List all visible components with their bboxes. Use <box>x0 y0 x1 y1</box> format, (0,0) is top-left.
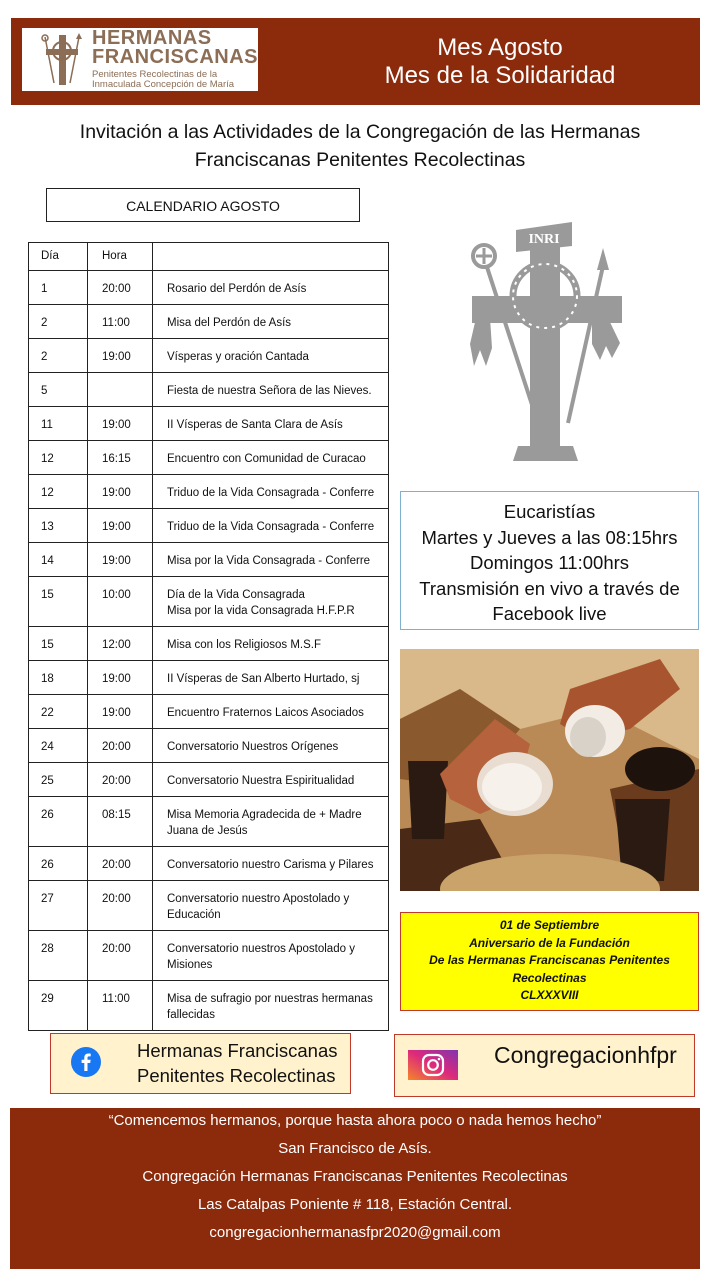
cell-hour <box>88 661 153 695</box>
activity-value: II Vísperas de Santa Clara de Asís <box>167 419 343 431</box>
eucharist-info <box>400 491 699 630</box>
activity-value: Conversatorio Nuestros Orígenes <box>167 741 339 753</box>
table-row <box>29 441 389 475</box>
hour-value: 11:00 <box>102 317 130 329</box>
facebook-line[interactable]: Hermanas Franciscanas <box>137 1040 338 1061</box>
activity-value: Conversatorio nuestro Carisma y Pilares <box>167 859 374 871</box>
cell-activity <box>153 509 389 543</box>
activity-value: Rosario del Perdón de Asís <box>167 283 307 295</box>
cell-activity <box>153 339 389 373</box>
cell-activity <box>153 543 389 577</box>
calendar-title: CALENDARIO AGOSTO <box>46 188 360 222</box>
hour-value: 20:00 <box>102 283 131 295</box>
day-value: 15 <box>41 589 54 601</box>
hour-value: 20:00 <box>102 859 131 871</box>
cell-activity <box>153 627 389 661</box>
activity-value: Día de la Vida Consagrada <box>167 589 305 601</box>
cell-day <box>29 881 88 931</box>
cell-activity <box>153 373 389 407</box>
footer-quote: “Comencemos hermanos, porque hasta ahora poco o nada hemos hecho” <box>108 1112 602 1129</box>
hour-value: 20:00 <box>102 893 131 905</box>
logo-subtitle <box>92 70 234 90</box>
cell-hour <box>88 305 153 339</box>
cell-hour <box>88 407 153 441</box>
activity-value-line-2: Misiones <box>167 959 213 971</box>
intro-line: Invitación a las Actividades de la Congregación de las Hermanas <box>79 121 641 143</box>
footer-organization: Congregación Hermanas Franciscanas Penitentes Recolectinas <box>142 1168 568 1185</box>
day-value: 12 <box>41 453 54 465</box>
day-value: 29 <box>41 993 54 1005</box>
day-value: 26 <box>41 809 54 821</box>
anniversary-line: CLXXXVIII <box>520 988 579 1002</box>
cell-day <box>29 729 88 763</box>
activity-value-line-2: Misa por la vida Consagrada H.F.P.R <box>167 605 355 617</box>
hour-value: 20:00 <box>102 943 131 955</box>
activity-value: Fiesta de nuestra Señora de las Nieves. <box>167 385 372 397</box>
cell-hour <box>88 577 153 627</box>
cell-day <box>29 441 88 475</box>
footer-email[interactable]: congregacionhermanasfpr2020@gmail.com <box>209 1224 501 1241</box>
hour-value <box>88 373 152 383</box>
cell-day <box>29 763 88 797</box>
hour-value: 19:00 <box>102 707 131 719</box>
cell-day <box>29 305 88 339</box>
cell-hour <box>88 981 153 1031</box>
day-value: 18 <box>41 673 54 685</box>
cell-day <box>29 661 88 695</box>
hour-value: 12:00 <box>102 639 131 651</box>
logo-subtitle-line: Penitentes Recolectinas de la <box>92 69 218 80</box>
cell-hour <box>88 271 153 305</box>
intro-heading <box>20 118 700 174</box>
day-value: 12 <box>41 487 54 499</box>
day-value: 28 <box>41 943 54 955</box>
header-title-line: Mes Agosto <box>437 34 563 61</box>
table-row <box>29 931 389 981</box>
cell-hour <box>88 441 153 475</box>
cell-day <box>29 797 88 847</box>
cell-day <box>29 509 88 543</box>
header-title <box>300 34 700 90</box>
cell-day <box>29 475 88 509</box>
table-row <box>29 373 389 407</box>
day-value: 11 <box>41 419 53 431</box>
emblem-inscription: INRI <box>528 232 560 247</box>
cell-activity <box>153 931 389 981</box>
activity-value: Misa con los Religiosos M.S.F <box>167 639 322 651</box>
hour-value: 19:00 <box>102 487 131 499</box>
eucharist-line: Martes y Jueves a las 08:15hrs <box>421 526 678 548</box>
cell-activity <box>153 305 389 339</box>
cell-activity <box>153 797 389 847</box>
table-row <box>29 695 389 729</box>
header-activity <box>153 243 389 271</box>
table-row <box>29 305 389 339</box>
activity-value: Misa por la Vida Consagrada - Conferre <box>167 555 371 567</box>
day-value: 22 <box>41 707 54 719</box>
cell-day <box>29 271 88 305</box>
anniversary-notice <box>400 912 699 1011</box>
header-day: Día <box>29 243 88 271</box>
table-row <box>29 627 389 661</box>
anniversary-line: De las Hermanas Franciscanas Penitentes <box>429 953 670 967</box>
cell-day <box>29 373 88 407</box>
header-title-line: Mes de la Solidaridad <box>384 62 616 89</box>
activity-value: Vísperas y oración Cantada <box>167 351 309 363</box>
table-row <box>29 981 389 1031</box>
table-row <box>29 881 389 931</box>
logo-cross-icon <box>40 33 84 87</box>
activity-value: Conversatorio nuestros Apostolado y <box>167 943 355 955</box>
cell-hour <box>88 881 153 931</box>
table-row <box>29 729 389 763</box>
hour-value: 19:00 <box>102 351 131 363</box>
table-row <box>29 339 389 373</box>
cell-hour <box>88 543 153 577</box>
activity-value: Triduo de la Vida Consagrada - Conferre <box>167 487 375 499</box>
facebook-page-name[interactable] <box>137 1038 338 1088</box>
cell-activity <box>153 729 389 763</box>
cell-activity <box>153 407 389 441</box>
day-value: 24 <box>41 741 54 753</box>
logo-subtitle-line: Inmaculada Concepción de María <box>92 79 235 90</box>
activity-value: Conversatorio nuestro Apostolado y <box>167 893 350 905</box>
activity-value: Misa del Perdón de Asís <box>167 317 292 329</box>
day-value: 2 <box>41 317 48 329</box>
day-value: 15 <box>41 639 54 651</box>
footer-address: Las Catalpas Poniente # 118, Estación Central. <box>197 1196 513 1213</box>
day-value: 13 <box>41 521 54 533</box>
activity-value-line-2: Educación <box>167 909 221 921</box>
cell-hour <box>88 373 153 407</box>
activity-value: Misa de sufragio por nuestras hermanas <box>167 993 373 1005</box>
table-row <box>29 661 389 695</box>
cell-hour <box>88 797 153 847</box>
day-value: 1 <box>41 283 48 295</box>
hour-value: 19:00 <box>102 419 131 431</box>
anniversary-line: Recolectinas <box>512 970 587 985</box>
table-row <box>29 509 389 543</box>
table-row <box>29 577 389 627</box>
day-value: 2 <box>41 351 48 363</box>
hour-value: 08:15 <box>102 809 131 821</box>
calendar-table <box>28 242 389 1031</box>
logo-name <box>92 29 258 67</box>
cell-hour <box>88 509 153 543</box>
facebook-icon[interactable] <box>71 1047 101 1077</box>
cell-day <box>29 931 88 981</box>
header-hour <box>88 243 153 271</box>
table-row <box>29 407 389 441</box>
bread-breaking-painting <box>400 649 699 891</box>
instagram-handle[interactable]: Congregacionhfpr <box>494 1042 677 1068</box>
table-row <box>29 797 389 847</box>
activity-value-line-2: Juana de Jesús <box>167 825 248 837</box>
cell-hour <box>88 339 153 373</box>
day-value: 14 <box>41 555 54 567</box>
eucharist-line: Eucaristías <box>503 501 596 522</box>
cell-activity <box>153 661 389 695</box>
footer-author: San Francisco de Asís. <box>278 1140 432 1157</box>
hour-value: 16:15 <box>102 453 131 465</box>
cell-activity <box>153 577 389 627</box>
franciscan-emblem-icon <box>468 218 628 463</box>
cell-activity <box>153 695 389 729</box>
cell-hour <box>88 931 153 981</box>
day-value: 5 <box>41 385 48 397</box>
cell-day <box>29 577 88 627</box>
footer <box>10 1108 700 1269</box>
intro-line: Franciscanas Penitentes Recolectinas <box>194 149 526 171</box>
hour-value: 20:00 <box>102 741 131 753</box>
table-header-row <box>29 243 389 271</box>
cell-day <box>29 847 88 881</box>
logo-name-line: HERMANAS <box>92 27 212 49</box>
cell-hour <box>88 475 153 509</box>
eucharist-line: Domingos 11:00hrs <box>469 552 630 573</box>
cell-activity <box>153 847 389 881</box>
cell-activity <box>153 271 389 305</box>
eucharist-line: Facebook live <box>492 603 607 624</box>
activity-value: Encuentro con Comunidad de Curacao <box>167 453 366 465</box>
cell-hour <box>88 729 153 763</box>
activity-value: Misa Memoria Agradecida de + Madre <box>167 809 362 821</box>
hour-value: 20:00 <box>102 775 131 787</box>
cell-activity <box>153 441 389 475</box>
hour-value: 10:00 <box>102 589 131 601</box>
table-row <box>29 271 389 305</box>
hour-value: 19:00 <box>102 673 131 685</box>
activity-value: Conversatorio Nuestra Espiritualidad <box>167 775 355 787</box>
cell-activity <box>153 881 389 931</box>
hour-value: 11:00 <box>102 993 130 1005</box>
cell-day <box>29 339 88 373</box>
anniversary-line: 01 de Septiembre <box>499 918 600 932</box>
header-hour-label: Hora <box>102 250 127 262</box>
cell-day <box>29 627 88 661</box>
cell-day <box>29 407 88 441</box>
instagram-icon[interactable] <box>408 1050 458 1080</box>
cell-hour <box>88 695 153 729</box>
cell-hour <box>88 847 153 881</box>
activity-value-line-2: fallecidas <box>167 1009 215 1021</box>
table-row <box>29 475 389 509</box>
anniversary-line: Aniversario de la Fundación <box>469 935 630 950</box>
activity-value: II Vísperas de San Alberto Hurtado, sj <box>167 673 360 685</box>
cell-day <box>29 543 88 577</box>
cell-day <box>29 981 88 1031</box>
cell-activity <box>153 981 389 1031</box>
cell-hour <box>88 763 153 797</box>
hour-value: 19:00 <box>102 521 131 533</box>
activity-value: Encuentro Fraternos Laicos Asociados <box>167 707 364 719</box>
eucharist-line: Transmisión en vivo a través de <box>419 577 680 599</box>
cell-activity <box>153 763 389 797</box>
cell-day <box>29 695 88 729</box>
day-value: 27 <box>41 893 54 905</box>
day-value: 25 <box>41 775 54 787</box>
table-row <box>29 543 389 577</box>
cell-activity <box>153 475 389 509</box>
day-value: 26 <box>41 859 54 871</box>
activity-value: Triduo de la Vida Consagrada - Conferre <box>167 521 375 533</box>
hour-value: 19:00 <box>102 555 131 567</box>
facebook-line[interactable]: Penitentes Recolectinas <box>137 1065 336 1086</box>
logo-name-line: FRANCISCANAS <box>92 46 258 68</box>
table-row <box>29 763 389 797</box>
cell-hour <box>88 627 153 661</box>
table-row <box>29 847 389 881</box>
